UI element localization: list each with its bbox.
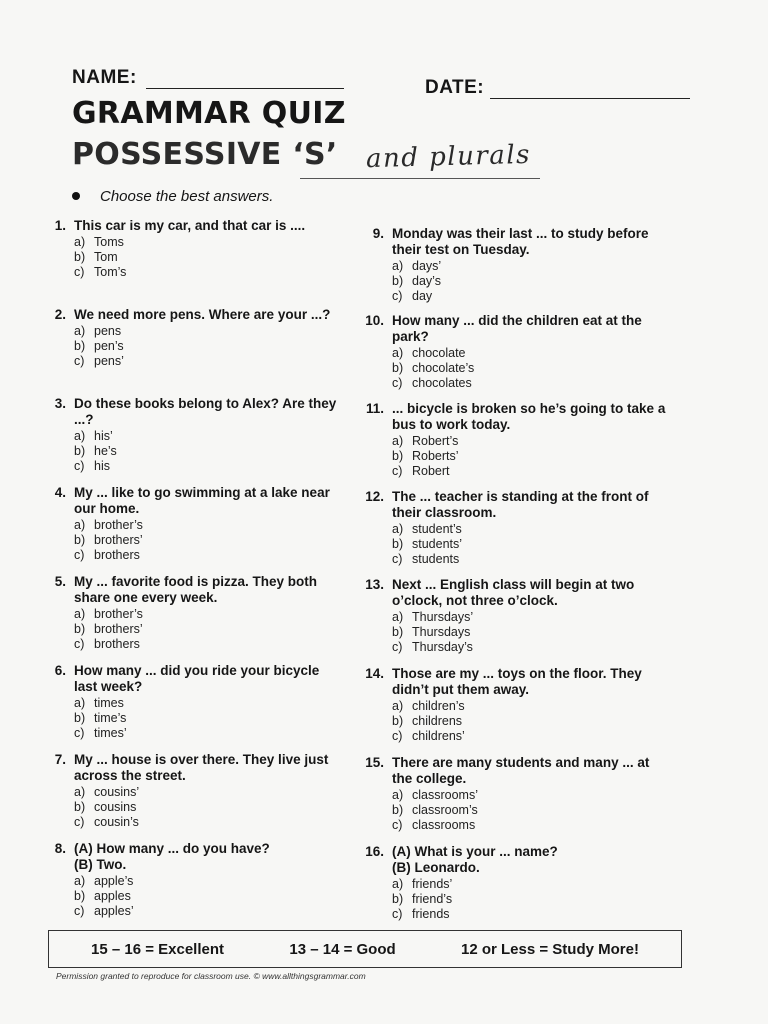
question-item: [40, 307, 340, 370]
answer-options: [392, 434, 668, 480]
question-text: Do these books belong to Alex? Are they ...?: [74, 396, 337, 427]
option-letter: b): [392, 361, 404, 376]
option-letter: b): [74, 889, 86, 904]
question-number: 10.: [365, 313, 384, 328]
option-text: childrens’: [412, 729, 465, 744]
option-text: times’: [94, 726, 127, 741]
option-text: chocolate: [412, 346, 466, 360]
option-text: friends’: [412, 877, 453, 891]
answer-option[interactable]: [74, 250, 340, 265]
question-item: [40, 574, 340, 653]
option-letter: a): [392, 434, 404, 448]
option-letter: b): [74, 339, 86, 354]
option-letter: a): [74, 429, 86, 443]
answer-option[interactable]: [392, 464, 668, 479]
answer-option[interactable]: [74, 622, 340, 637]
option-letter: a): [392, 788, 404, 802]
answer-option[interactable]: [392, 434, 668, 449]
answer-option[interactable]: [74, 726, 340, 741]
question-text: This car is my car, and that car is ....: [74, 218, 306, 233]
option-letter: b): [74, 250, 86, 265]
option-text: apple’s: [94, 874, 134, 888]
date-line: [490, 98, 690, 99]
answer-option[interactable]: [74, 354, 340, 369]
question-text: Next ... English class will begin at two o’clock, not three o’clock.: [392, 577, 635, 608]
answer-options: [74, 696, 340, 742]
question-text: The ... teacher is standing at the front of their classroom.: [392, 489, 649, 520]
answer-option[interactable]: [74, 444, 340, 459]
option-letter: c): [392, 729, 403, 744]
option-letter: a): [74, 607, 86, 621]
option-text: students: [412, 552, 460, 567]
question-text: There are many students and many ... at the college.: [392, 755, 650, 786]
question-number: 8.: [54, 841, 66, 856]
option-letter: b): [74, 622, 86, 637]
option-text: Thursdays’: [412, 610, 474, 624]
answer-option[interactable]: [392, 376, 668, 391]
answer-option[interactable]: [74, 711, 340, 726]
option-text: children’s: [412, 699, 465, 713]
option-text: cousins: [94, 800, 137, 815]
date-label: DATE:: [425, 77, 485, 98]
option-letter: a): [392, 346, 404, 360]
answer-option[interactable]: [392, 818, 668, 833]
option-letter: c): [392, 289, 403, 304]
answer-options: [392, 610, 668, 656]
answer-options: [392, 522, 668, 568]
answer-option[interactable]: [74, 637, 340, 652]
answer-option[interactable]: [392, 699, 668, 714]
option-text: day: [412, 289, 433, 304]
question-item: [358, 226, 668, 305]
answer-option[interactable]: [74, 607, 340, 622]
answer-option[interactable]: [392, 803, 668, 818]
question-number: 13.: [365, 577, 384, 592]
footer-permission: Permission granted to reproduce for classroom use. © www.allthingsgrammar.com: [56, 971, 366, 981]
option-text: his: [94, 459, 110, 474]
option-text: Tom: [94, 250, 118, 265]
question-item: [358, 489, 668, 568]
handwritten-note: and plurals: [365, 139, 532, 175]
question-item: [358, 313, 668, 392]
option-text: his’: [94, 429, 113, 443]
option-letter: c): [74, 548, 85, 563]
option-text: Thursday’s: [412, 640, 473, 655]
answer-options: [392, 877, 668, 923]
answer-option[interactable]: [392, 537, 668, 552]
answer-option[interactable]: [392, 259, 668, 274]
option-letter: c): [74, 354, 85, 369]
answer-option[interactable]: [392, 289, 668, 304]
name-label: NAME:: [72, 67, 137, 88]
option-text: days’: [412, 259, 442, 273]
option-text: friend’s: [412, 892, 453, 907]
option-letter: b): [392, 803, 404, 818]
score-excellent: 15 – 16 = Excellent: [91, 940, 225, 958]
answer-option[interactable]: [74, 324, 340, 339]
question-item: [40, 485, 340, 564]
quiz-title: GRAMMAR QUIZ: [72, 96, 346, 131]
option-text: cousins’: [94, 785, 140, 799]
score-good: 13 – 14 = Good: [289, 940, 396, 958]
option-text: childrens: [412, 714, 463, 729]
answer-option[interactable]: [74, 459, 340, 474]
answer-option[interactable]: [74, 518, 340, 533]
option-letter: a): [74, 324, 86, 338]
answer-option[interactable]: [392, 449, 668, 464]
option-text: Toms: [94, 235, 124, 249]
option-text: pens: [94, 324, 122, 338]
question-number: 14.: [365, 666, 384, 681]
option-text: Robert: [412, 464, 450, 479]
answer-option[interactable]: [74, 548, 340, 563]
option-letter: a): [74, 785, 86, 799]
option-letter: c): [392, 818, 403, 833]
answer-options: [392, 788, 668, 834]
answer-option[interactable]: [74, 800, 340, 815]
question-item: [40, 396, 340, 475]
question-text: Those are my ... toys on the floor. They didn’t put them away.: [392, 666, 642, 697]
answer-option[interactable]: [74, 874, 340, 889]
option-text: brothers’: [94, 533, 143, 548]
option-letter: a): [392, 522, 404, 536]
option-letter: b): [74, 444, 86, 459]
option-text: pen’s: [94, 339, 124, 354]
answer-option[interactable]: [392, 892, 668, 907]
question-text: My ... house is over there. They live just across the street.: [74, 752, 329, 783]
option-letter: b): [392, 537, 404, 552]
answer-option[interactable]: [74, 339, 340, 354]
option-text: friends: [412, 907, 450, 922]
answer-option[interactable]: [392, 522, 668, 537]
question-item: [358, 666, 668, 745]
option-text: classrooms: [412, 818, 476, 833]
option-text: chocolate’s: [412, 361, 475, 376]
option-letter: a): [74, 518, 86, 532]
title-rule: [300, 178, 540, 179]
option-text: brothers: [94, 637, 140, 652]
question-text: We need more pens. Where are your ...?: [74, 307, 331, 322]
option-text: brother’s: [94, 518, 143, 532]
answer-option[interactable]: [392, 729, 668, 744]
answer-option[interactable]: [74, 889, 340, 904]
quiz-subtitle: POSSESSIVE ‘S’: [72, 137, 338, 172]
option-text: time’s: [94, 711, 127, 726]
answer-options: [74, 429, 340, 475]
answer-option[interactable]: [74, 235, 340, 250]
answer-option[interactable]: [392, 361, 668, 376]
answer-option[interactable]: [74, 815, 340, 830]
answer-options: [74, 324, 340, 370]
option-letter: c): [74, 637, 85, 652]
question-text: ... bicycle is broken so he’s going to take a bus to work today.: [392, 401, 666, 432]
question-text: How many ... did you ride your bicycle last week?: [74, 663, 320, 694]
question-item: [40, 841, 340, 920]
option-text: cousin’s: [94, 815, 139, 830]
question-item: [358, 401, 668, 480]
option-letter: b): [74, 711, 86, 726]
question-text: My ... like to go swimming at a lake near our home.: [74, 485, 330, 516]
option-text: Tom’s: [94, 265, 127, 280]
question-number: 6.: [54, 663, 66, 678]
question-number: 16.: [365, 844, 384, 859]
option-text: Robert’s: [412, 434, 459, 448]
option-text: chocolates: [412, 376, 472, 391]
answer-option[interactable]: [74, 429, 340, 444]
option-text: day’s: [412, 274, 441, 289]
question-item: [358, 577, 668, 656]
option-text: he’s: [94, 444, 117, 459]
instruction-text: Choose the best answers.: [100, 188, 274, 205]
option-letter: c): [74, 815, 85, 830]
option-letter: c): [74, 726, 85, 741]
question-item: [40, 663, 340, 742]
option-letter: a): [392, 699, 404, 713]
answer-option[interactable]: [392, 640, 668, 655]
option-letter: c): [392, 464, 403, 479]
option-letter: c): [392, 640, 403, 655]
option-text: classrooms’: [412, 788, 478, 802]
question-number: 5.: [54, 574, 66, 589]
answer-option[interactable]: [74, 785, 340, 800]
option-letter: b): [392, 449, 404, 464]
question-item: [40, 218, 340, 281]
score-study: 12 or Less = Study More!: [461, 940, 639, 958]
question-number: 9.: [372, 226, 384, 241]
instruction: [72, 188, 273, 205]
option-text: times: [94, 696, 124, 710]
answer-option[interactable]: [74, 265, 340, 280]
option-letter: b): [392, 714, 404, 729]
option-text: student’s: [412, 522, 462, 536]
question-item: [358, 755, 668, 834]
option-letter: c): [392, 552, 403, 567]
question-number: 3.: [54, 396, 66, 411]
name-line: [146, 88, 344, 89]
scoring-box: [48, 930, 682, 968]
option-letter: c): [392, 376, 403, 391]
question-text: (A) How many ... do you have? (B) Two.: [74, 841, 270, 872]
question-item: [358, 844, 668, 923]
answer-option[interactable]: [74, 696, 340, 711]
option-text: students’: [412, 537, 463, 552]
question-number: 7.: [54, 752, 66, 767]
option-letter: b): [74, 533, 86, 548]
question-number: 15.: [365, 755, 384, 770]
answer-options: [74, 785, 340, 831]
option-letter: a): [74, 235, 86, 249]
option-letter: a): [392, 610, 404, 624]
answer-option[interactable]: [392, 625, 668, 640]
answer-option[interactable]: [392, 714, 668, 729]
option-text: brother’s: [94, 607, 143, 621]
question-text: How many ... did the children eat at the park?: [392, 313, 642, 344]
question-number: 2.: [54, 307, 66, 322]
option-letter: a): [392, 259, 404, 273]
answer-option[interactable]: [392, 274, 668, 289]
option-text: pens’: [94, 354, 124, 369]
answer-options: [74, 518, 340, 564]
answer-options: [74, 874, 340, 920]
option-text: brothers’: [94, 622, 143, 637]
question-number: 1.: [54, 218, 66, 233]
option-text: brothers: [94, 548, 140, 563]
bullet-icon: [72, 192, 80, 200]
question-text: My ... favorite food is pizza. They both share one every week.: [74, 574, 318, 605]
answer-options: [74, 235, 340, 281]
answer-options: [392, 699, 668, 745]
option-letter: c): [74, 459, 85, 474]
option-text: Roberts’: [412, 449, 459, 464]
answer-option[interactable]: [392, 346, 668, 361]
answer-options: [392, 346, 668, 392]
question-text: (A) What is your ... name? (B) Leonardo.: [392, 844, 558, 875]
option-letter: c): [392, 907, 403, 922]
question-number: 4.: [54, 485, 66, 500]
option-letter: a): [74, 874, 86, 888]
answer-option[interactable]: [392, 877, 668, 892]
answer-option[interactable]: [392, 552, 668, 567]
question-text: Monday was their last ... to study before their test on Tuesday.: [392, 226, 649, 257]
question-item: [40, 752, 340, 831]
option-text: classroom’s: [412, 803, 478, 818]
option-letter: a): [392, 877, 404, 891]
option-letter: b): [392, 892, 404, 907]
option-text: apples: [94, 889, 131, 904]
answer-option[interactable]: [392, 610, 668, 625]
option-letter: b): [392, 625, 404, 640]
answer-option[interactable]: [74, 533, 340, 548]
option-letter: a): [74, 696, 86, 710]
option-text: apples’: [94, 904, 134, 919]
option-text: Thursdays: [412, 625, 471, 640]
option-letter: c): [74, 904, 85, 919]
answer-option[interactable]: [392, 907, 668, 922]
answer-options: [74, 607, 340, 653]
question-number: 11.: [365, 401, 384, 416]
answer-option[interactable]: [392, 788, 668, 803]
answer-options: [392, 259, 668, 305]
option-letter: b): [392, 274, 404, 289]
question-number: 12.: [365, 489, 384, 504]
option-letter: b): [74, 800, 86, 815]
option-letter: c): [74, 265, 85, 280]
answer-option[interactable]: [74, 904, 340, 919]
